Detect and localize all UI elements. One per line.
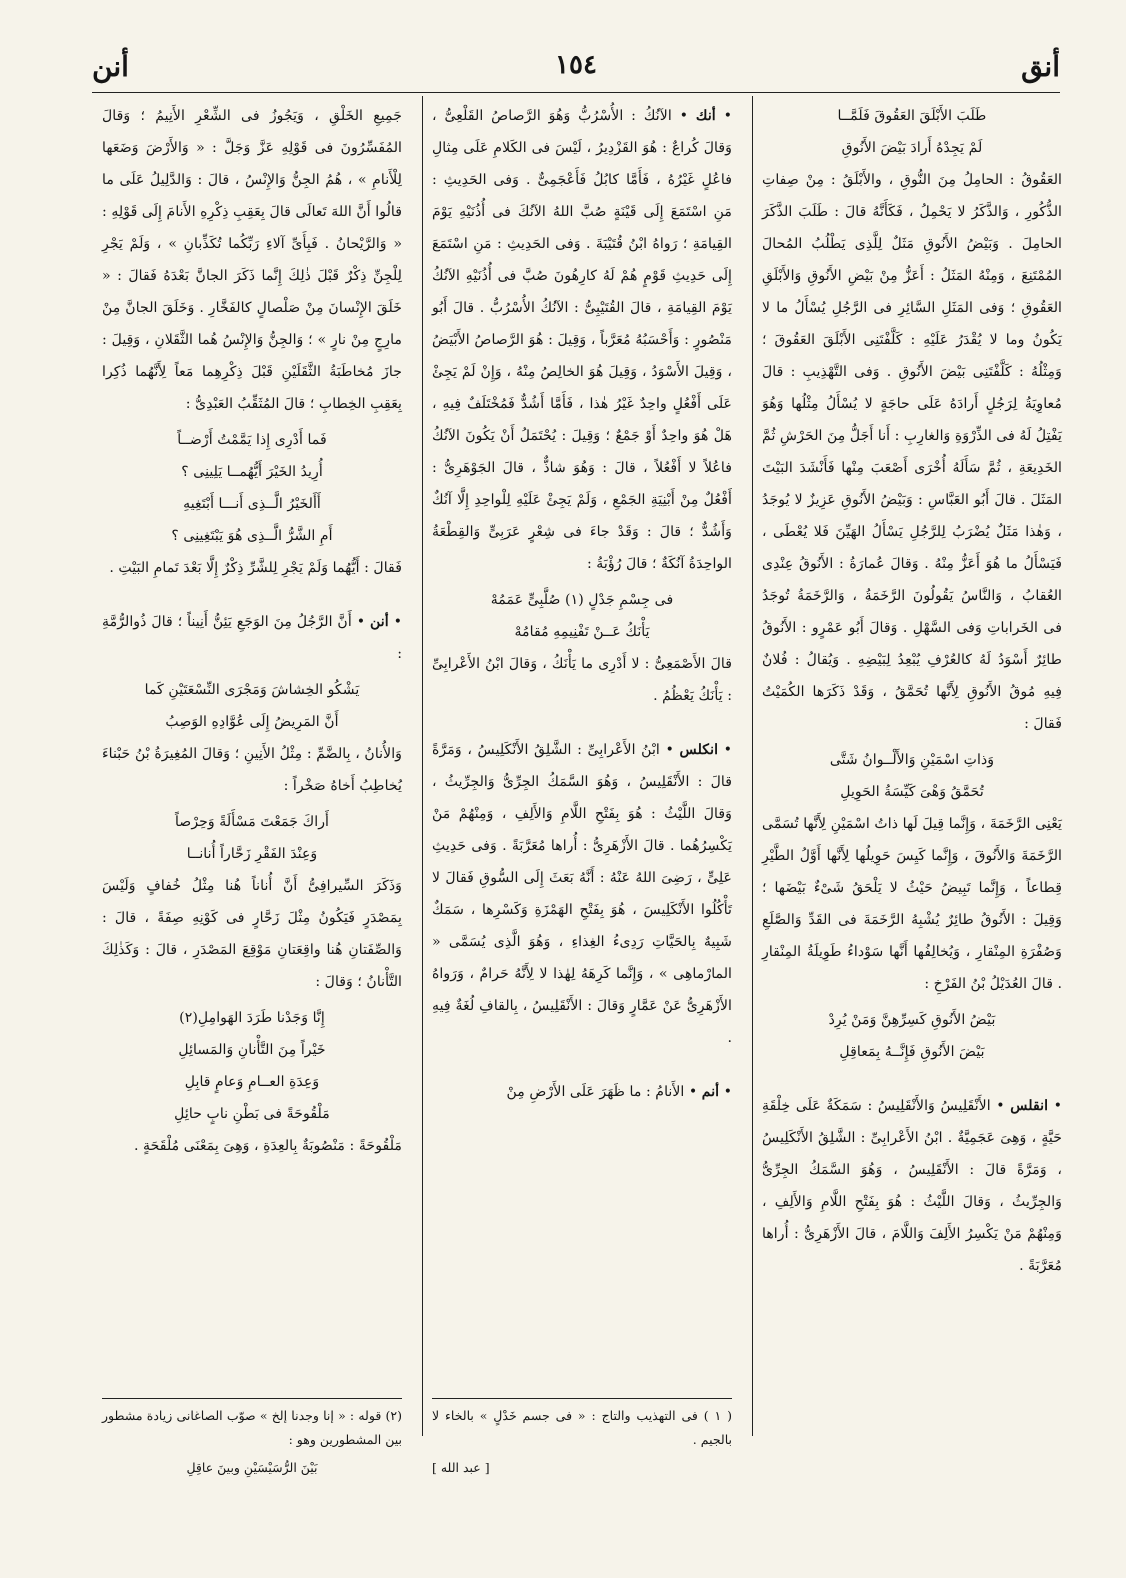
paragraph: مَلْقُوحَةً : مَنْصُوبَةٌ بِالعِدَةِ ، وَهِىَ بِمَعْنَى مُلْقَحَةٍ . [133, 1138, 402, 1154]
entry-anam: • أنم • الأَنامُ : ما ظَهَرَ عَلَى الأَرْضِ مِنْ [506, 1084, 732, 1100]
header-root-right: أنق [1021, 50, 1060, 83]
header-root-left: أنن [92, 50, 129, 83]
verse-line: وَعِنْدَ الفَقْرِ زَحَّاراً أُنانــا [186, 846, 318, 862]
verse-line: لَمْ يَجِدْهُ أَرادَ بَيْضَ الأَنُوقِ [841, 140, 983, 156]
footnote-left-verse: بَيْنَ الرُّسَيْسَيْنِ وبينَ عاقِلِ [186, 1460, 318, 1475]
verse-line: وَذاتِ اسْمَيْنِ وَالأَلْــوانُ شَتَّى [829, 752, 995, 768]
verse-line: إِنَّا وَجَدْنا طَرَدَ الهَوامِلِ(٢) [179, 1010, 325, 1026]
verse-line: أُرِيدُ الخَيْرَ أَيُّهُمــا يَلِينِى ؟ [181, 464, 323, 480]
verse-line: مَلْقُوحَةً فى بَطْنِ نابٍ حائِلِ [174, 1106, 330, 1122]
verse-line: بَيْضَ الأَنُوقِ فَإِنَّــهُ بِمَعاقِلِ [839, 1044, 985, 1060]
verse-line: طَلَبَ الأَبْلَقَ العَقُوقَ فَلَمَّــا [837, 108, 987, 124]
column-divider-right [752, 96, 753, 1436]
footnote-rule [432, 1398, 732, 1399]
paragraph: قالَ الأَصْمَعِىُّ : لا أَدْرِى ما يَأْنَكُ ، وَقالَ ابْنُ الأَعْرابِىِّ : يَأْنَكُ يَعْظُمُ . [432, 656, 732, 704]
footnote-rule [102, 1398, 402, 1399]
verse-line: يَشْكُو الخِشاشَ وَمَجْرَى النِّسْعَتَيْنِ كَما [144, 682, 360, 698]
entry-ankalis: • انكلس • ابْنُ الأَعْرابِىِّ : الشَّلِقُ الأَنْكَلِيسُ ، وَمَرَّةً قالَ : الأَنْقَلِيسُ ، وَهُوَ السَّمَكُ الجِرِّىُّ وَالجِرِّيثُ ، وَقالَ اللَّيْثُ : هُوَ بِفَتْحِ اللَّامِ وَالأَلِفِ ، وَمِنْهُمْ مَنْ يَكْسِرُهُما . قالَ الأَزْهَرِىُّ : أُراها مُعَرَّبَةً . وَفى حَدِيثِ عَلِىٍّ ، رَضِىَ اللهُ عَنْهُ : أَنَّهُ بَعَثَ إِلَى السُّوقِ فَقالَ لا تَأْكُلُوا الأَنْكَلِيسَ ، هُوَ بِفَتْحِ الهَمْزَةِ وَكَسْرِها ، سَمَكٌ شَبِيهٌ بِالحَيَّاتِ رَدِىءُ الغِذاءِ ، وَهُوَ الَّذِى يُسَمَّى « المارْماهِى » ، وَإِنَّما كَرِهَهُ لِهٰذا لا لِأَنَّهُ حَرامٌ ، وَرَواهُ الأَزْهَرِىُّ عَنْ عَمَّارٍ وَقالَ : الأَنْقَلِيسُ ، بِالقافِ لُغَةٌ فِيهِ . [432, 742, 733, 1046]
entry-text: ابْنُ الأَعْرابِىِّ : الشَّلِقُ الأَنْكَلِيسُ ، وَمَرَّةً قالَ : الأَنْقَلِيسُ ، وَهُوَ السَّمَكُ الجِرِّىُّ وَالجِرِّيثُ ، وَقالَ اللَّيْثُ : هُوَ بِفَتْحِ اللَّامِ وَالأَلِفِ ، وَمِنْهُمْ مَنْ يَكْسِرُهُما . قالَ الأَزْهَرِىُّ : أُراها مُعَرَّبَةً . وَفى حَدِيثِ عَلِىٍّ ، رَضِىَ اللهُ عَنْهُ : أَنَّهُ بَعَثَ إِلَى السُّوقِ فَقالَ لا تَأْكُلُوا الأَنْكَلِيسَ ، هُوَ بِفَتْحِ الهَمْزَةِ وَكَسْرِها ، سَمَكٌ شَبِيهٌ بِالحَيَّاتِ رَدِىءُ الغِذاءِ ، وَهُوَ الَّذِى يُسَمَّى « المارْماهِى » ، وَإِنَّما كَرِهَهُ لِهٰذا لا لِأَنَّهُ حَرامٌ ، وَرَواهُ الأَزْهَرِىُّ عَنْ عَمَّارٍ وَقالَ : الأَنْقَلِيسُ ، بِالقافِ لُغَةٌ فِيهِ . [432, 742, 732, 1046]
page-header [92, 50, 1060, 90]
paragraph: جَمِيعِ الخَلْقِ ، وَيَجُوزُ فى الشِّعْرِ الأَنِيمُ ؛ وَقالَ المُفَسِّرُونَ فى قَوْلِهِ عَزَّ وَجَلَّ : « وَالأَرْضَ وَضَعَها لِلْأَنامِ » ، هُمُ الجِنُّ وَالإِنْسُ ، قالَ : وَالدَّلِيلُ عَلَى ما قالُوا أَنَّ اللهَ تَعالَى قالَ بِعَقِبِ ذِكْرِهِ الأَنامَ إِلَى قَوْلِهِ : « وَالرَّيْحانُ . فَبِأَىِّ آلاءِ رَبِّكُما تُكَذِّبانِ » ، وَلَمْ يَجْرِ لِلْجِنِّ ذِكْرٌ قَبْلَ ذٰلِكَ إِنَّما ذَكَرَ الجانَّ بَعْدَهُ فَقالَ : « خَلَقَ الإِنْسانَ مِنْ صَلْصالٍ كالفَخَّارِ . وَخَلَقَ الجانَّ مِنْ مارِجٍ مِنْ نارٍ » ؛ وَالجِنُّ وَالإِنْسُ هُما الثَّقَلانِ ، وَقِيلَ : جازَ مُخاطَبَةُ الثَّقَلَيْنِ قَبْلَ ذِكْرِهِما مَعاً لِأَنَّهُما ذُكِرا بِعَقِبِ الخِطابِ ؛ قالَ المُثَقِّبُ العَبْدِىُّ : [102, 108, 402, 412]
column-right [762, 100, 1062, 1286]
entry-text: الأَنْقَلِيسُ وَالأَنْقَلِيسُ : سَمَكَةٌ عَلَى خِلْقَةِ حَيَّةٍ ، وَهِىَ عَجَمِيَّةٌ . ابْنُ الأَعْرابِىِّ : الشَّلِقُ الأَنْكَلِيسُ ، وَمَرَّةً قالَ : الأَنْقَلِيسُ ، وَهُوَ السَّمَكُ الجِرِّىُّ وَالجِرِّيثُ ، وَقالَ اللَّيْثُ : هُوَ بِفَتْحِ اللَّامِ وَالأَلِفِ ، وَمِنْهُمْ مَنْ يَكْسِرُ الأَلِفَ وَاللَّامَ ، قالَ الأَزْهَرِىُّ : أُراها مُعَرَّبَةً . [762, 1098, 1062, 1274]
entry-text: أَنَّ الرَّجُلُ مِنَ الوَجَعِ يَئِنُّ أَنِيناً ؛ قالَ ذُوالرُّمَّةِ : [102, 614, 402, 662]
paragraph: وَالأُنانُ ، بِالضَّمِّ : مِثْلُ الأَنِينِ ؛ وَقالَ المُغِيرَةُ بْنُ حَبْناءَ يُخاطِبُ أَخاهُ صَخْراً : [102, 746, 402, 794]
header-rule [92, 92, 1060, 93]
verse-line: وَعِدَةِ العــامِ وَعامٍ قابِلِ [184, 1074, 320, 1090]
editor-signature: [ عبد الله ] [432, 1460, 490, 1475]
paragraph: يَعْنِى الرَّخَمَةَ ، وَإِنَّما قِيلَ لَها ذاتُ اسْمَيْنِ لِأَنَّها تُسَمَّى الرَّخَمَةَ وَالأَنُوقَ ، وَإِنَّما كَيِسَ حَوِيلُها لِأَنَّها أَوَّلُ الطَّيْرِ قِطاعاً ، وَإِنَّما تَبِيضُ حَيْثُ لا يَلْحَقُ شَىْءٌ بَيْضَها ؛ وَقِيلَ : الأَنُوقُ طائِرٌ يُشْبِهُ الرَّخَمَةَ فى القَدِّ وَالصَّلَعِ وَصُفْرَةِ المِنْقارِ ، وَيُخالِفُها أَنَّها سَوْداءُ طَوِيلَةُ المِنْقارِ . قالَ العُدَيْلُ بْنُ الفَرْخِ : [762, 816, 1062, 992]
verse-line: خَيْراً مِنَ التَّأْنانِ وَالمَسائِلِ [178, 1042, 326, 1058]
entry-text: الآنُكُ : الأُسْرُبُّ وَهُوَ الرَّصاصُ القَلْعِىُّ ، وَقالَ كُراعٌ : هُوَ القَزْدِيرُ ، لَيْسَ فى الكَلامِ عَلَى مِثالِ فاعُلٍ غَيْرُهُ ، فَأَمَّا كابُلُ فَأَعْجَمِىٌّ . وَفى الحَدِيثِ : مَنِ اسْتَمَعَ إِلَى قَيْنَةٍ صُبَّ اللهُ الآنُكَ فى أُذُنَيْهِ يَوْمَ القِيامَةِ ؛ رَواهُ ابْنُ قُتَيْبَةَ . وَفى الحَدِيثِ : مَنِ اسْتَمَعَ إِلَى حَدِيثِ قَوْمٍ هُمْ لَهُ كارِهُونَ صُبَّ فى أُذُنَيْهِ الآنُكُ يَوْمَ القِيامَةِ ، قالَ القُتَيْبِىُّ : الآنُكُ الأُسْرُبُّ . قالَ أَبُو مَنْصُورٍ : وَأَحْسَبُهُ مُعَرَّباً ، وَقِيلَ : هُوَ الرَّصاصُ الأَبْيَضُ ، وَقِيلَ الأَسْوَدُ ، وَقِيلَ هُوَ الخالِصُ مِنْهُ ، وَإِنْ لَمْ يَجِئْ عَلَى أَفْعُلٍ واحِدٌ غَيْرُ هٰذا ، فَأَمَّا أَشُدٌّ فَمُخْتَلَفٌ فِيهِ ، هَلْ هُوَ واحِدٌ أَوْ جَمْعٌ ؛ وَقِيلَ : يُحْتَمَلُ أَنْ يَكُونَ الآنُكُ فاعُلاً لا أَفْعُلاً ، قالَ : وَهُوَ شاذٌّ ، قالَ الجَوْهَرِىُّ : أَفْعُلٌ مِنْ أَبْنِيَةِ الجَمْعِ ، وَلَمْ يَجِئْ عَلَيْهِ لِلْواحِدِ إِلَّا آنُكٌ وَأَشُدٌّ ؛ قالَ : وَقَدْ جاءَ فى شِعْرٍ عَرَبِىٍّ وَالقِطْعَةُ الواحِدَةُ آنُكَةٌ ؛ قالَ رُؤْبَةُ : [432, 108, 732, 572]
column-left [102, 100, 402, 1166]
headword: انقلس [1010, 1098, 1049, 1114]
headword: انكلس [679, 742, 719, 758]
paragraph: وَذَكَرَ السِّيرافِىُّ أَنَّ أُناناً هُنا مِثْلُ خُفافٍ وَلَيْسَ بِمَصْدَرٍ فَيَكُونُ مِثْلَ زَحَّارٍ فى كَوْنِهِ صِفَةً ، قالَ : وَالصِّفَتانِ هُنا واقِعَتانِ مَوْقِعَ المَصْدَرِ ، قالَ : وَكَذٰلِكَ التَّأْنانُ ؛ وَقالَ : [102, 878, 402, 990]
verse-line: فى جِسْمِ جَدْلٍ (١) صُلَّبِىٍّ عَمَمُهْ [490, 592, 674, 608]
entry-anqalis: • انقلس • الأَنْقَلِيسُ وَالأَنْقَلِيسُ : سَمَكَةٌ عَلَى خِلْقَةِ حَيَّةٍ ، وَهِىَ عَجَمِيَّةٌ . ابْنُ الأَعْرابِىِّ : الشَّلِقُ الأَنْكَلِيسُ ، وَمَرَّةً قالَ : الأَنْقَلِيسُ ، وَهُوَ السَّمَكُ الجِرِّىُّ وَالجِرِّيثُ ، وَقالَ اللَّيْثُ : هُوَ بِفَتْحِ اللَّامِ وَالأَلِفِ ، وَمِنْهُمْ مَنْ يَكْسِرُ الأَلِفَ وَاللَّامَ ، قالَ الأَزْهَرِىُّ : أُراها مُعَرَّبَةً . [762, 1098, 1062, 1274]
column-divider-left [422, 96, 423, 1436]
verse-line: تُحَمَّقُ وَهْىَ كَيِّسَةُ الحَوِيلِ [840, 784, 984, 800]
column-middle [432, 100, 732, 1112]
verse-line: بَيْضُ الأَنُوقِ كَسِرِّهِنَّ وَمَنْ يُرِدْ [828, 1012, 996, 1028]
headword: أنن [370, 614, 389, 630]
entry-anan: • أنن • أَنَّ الرَّجُلُ مِنَ الوَجَعِ يَئِنُّ أَنِيناً ؛ قالَ ذُوالرُّمَّةِ : [102, 614, 402, 662]
verse-line: أَأَلخَيْرُ الَّــذِى أَنـــا أَبْتَغِيهِ [183, 496, 321, 512]
page-number: ١٥٤ [555, 50, 597, 80]
verse-line: فَما أَدْرِى إِذا يَمَّمْتُ أَرْضــاً [177, 432, 327, 448]
verse-line: أَمِ الشَّرُّ الَّــذِى هُوَ يَبْتَغِينِى ؟ [171, 528, 333, 544]
headword: أنك [695, 108, 716, 124]
paragraph: فَقالَ : أَيُّهُما وَلَمْ يَجْرِ لِلشَّرِّ ذِكْرٌ إِلَّا بَعْدَ تَمامِ البَيْتِ . [109, 560, 402, 576]
footnote-middle: ( ١ ) فى التهذيب والتاج : « فى جسم خَدْلٍ » بالخاء لا بالجيم . [432, 1408, 733, 1447]
entry-anak: • أنك • الآنُكُ : الأُسْرُبُّ وَهُوَ الرَّصاصُ القَلْعِىُّ ، وَقالَ كُراعٌ : هُوَ القَزْدِيرُ ، لَيْسَ فى الكَلامِ عَلَى مِثالِ فاعُلٍ غَيْرُهُ ، فَأَمَّا كابُلُ فَأَعْجَمِىٌّ . وَفى الحَدِيثِ : مَنِ اسْتَمَعَ إِلَى قَيْنَةٍ صُبَّ اللهُ الآنُكَ فى أُذُنَيْهِ يَوْمَ القِيامَةِ ؛ رَواهُ ابْنُ قُتَيْبَةَ . وَفى الحَدِيثِ : مَنِ اسْتَمَعَ إِلَى حَدِيثِ قَوْمٍ هُمْ لَهُ كارِهُونَ صُبَّ فى أُذُنَيْهِ الآنُكُ يَوْمَ القِيامَةِ ، قالَ القُتَيْبِىُّ : الآنُكُ الأُسْرُبُّ . قالَ أَبُو مَنْصُورٍ : وَأَحْسَبُهُ مُعَرَّباً ، وَقِيلَ : هُوَ الرَّصاصُ الأَبْيَضُ ، وَقِيلَ الأَسْوَدُ ، وَقِيلَ هُوَ الخالِصُ مِنْهُ ، وَإِنْ لَمْ يَجِئْ عَلَى أَفْعُلٍ واحِدٌ غَيْرُ هٰذا ، فَأَمَّا أَشُدٌّ فَمُخْتَلَفٌ فِيهِ ، هَلْ هُوَ واحِدٌ أَوْ جَمْعٌ ؛ وَقِيلَ : يُحْتَمَلُ أَنْ يَكُونَ الآنُكُ فاعُلاً لا أَفْعُلاً ، قالَ : وَهُوَ شاذٌّ ، قالَ الجَوْهَرِىُّ : أَفْعُلٌ مِنْ أَبْنِيَةِ الجَمْعِ ، وَلَمْ يَجِئْ عَلَيْهِ لِلْواحِدِ إِلَّا آنُكٌ وَأَشُدٌّ ؛ قالَ : وَقَدْ جاءَ فى شِعْرٍ عَرَبِىٍّ وَالقِطْعَةُ الواحِدَةُ آنُكَةٌ ؛ قالَ رُؤْبَةُ : [432, 108, 732, 572]
headword: أنم [701, 1084, 720, 1100]
footnote-left: (٢) قوله : « إنا وجدنا إلخ » صوّب الصاغانى زيادة مشطور بين المشطورين وهو : [102, 1408, 402, 1447]
entry-text: الأَنامُ : ما ظَهَرَ عَلَى الأَرْضِ مِنْ [506, 1084, 685, 1100]
paragraph: العَقُوقُ : الحامِلُ مِنَ النُّوقِ ، والأَبْلَقُ : مِنْ صِفاتِ الذُّكُورِ ، وَالذَّكَرُ لا يَحْمِلُ ، فَكَأَنَّهُ قالَ : طَلَبَ الذَّكَرَ الحامِلَ . وَبَيْضُ الأَنُوقِ مَثَلٌ لِلَّذِى يَطْلُبُ المُحالَ المُمْتَنِعَ ، وَمِنْهُ المَثَلُ : أَعَزُّ مِنْ بَيْضِ الأَنُوقِ وَالأَبْلَقِ العَقُوقِ ؛ وَفى المَثَلِ السَّائِرِ فى الرَّجُلِ يُسْأَلُ ما لا يَكُونُ وما لا يُقْدَرُ عَلَيْهِ : كَلَّفْتَنِى الأَبْلَقَ العَقُوقَ ؛ وَمِثْلُهُ : كَلَّفْتَنِى بَيْضَ الأَنُوقِ . وَفى التَّهْذِيبِ : قالَ مُعاوِيَةُ لِرَجُلٍ أَرادَهُ عَلَى حاجَةٍ لا يُسْأَلُ مِثْلُها وَهُوَ يَفْتِلُ لَهُ فى الذِّرْوَةِ وَالغارِبِ : أَنا أَجَلُّ مِنَ الحَرْشِ ثُمَّ الخَدِيعَةِ ، ثُمَّ سَأَلَهُ أُخْرَى أَصْعَبَ مِنْها فَأَنْشَدَ البَيْتَ المَثَلَ . قالَ أَبُو العَبَّاسِ : وَبَيْضُ الأَنُوقِ عَزِيزٌ لا يُوجَدُ ، وَهٰذا مَثَلٌ يُضْرَبُ لِلرَّجُلِ يَسْأَلُ الهَيِّنَ فَلا يُعْطَى ، فَيَسْأَلُ ما هُوَ أَعَزُّ مِنْهُ . وَقالَ عُمارَةُ : الأَنُوقُ عِنْدِى العُقابُ ، وَالنَّاسُ يَقُولُونَ الرَّخَمَةُ ، وَالرَّخَمَةُ تُوجَدُ فى الخَراباتِ وَفى السَّهْلِ . وَقالَ أَبُو عَمْرٍو : الأَنُوقُ طائِرٌ أَسْوَدُ لَهُ كالعُرْفِ يُبْعِدُ لِبَيْضِهِ . وَيُقالُ : فُلانٌ فِيهِ مُوقُ الأَنُوقِ لِأَنَّها تُحَمَّقُ ، وَقَدْ ذَكَرَها الكُمَيْتُ فَقالَ : [762, 172, 1062, 732]
verse-line: أَنَّ المَرِيضُ إِلَى عُوَّادِهِ الوَصِبُ [165, 714, 339, 730]
verse-line: أَراكَ جَمَعْتَ مَسْأَلَةً وَحِرْصاً [174, 814, 330, 830]
verse-line: يَأْنَكُ عَــنْ تَفْنِيمِهِ مُقامُهْ [514, 624, 650, 640]
